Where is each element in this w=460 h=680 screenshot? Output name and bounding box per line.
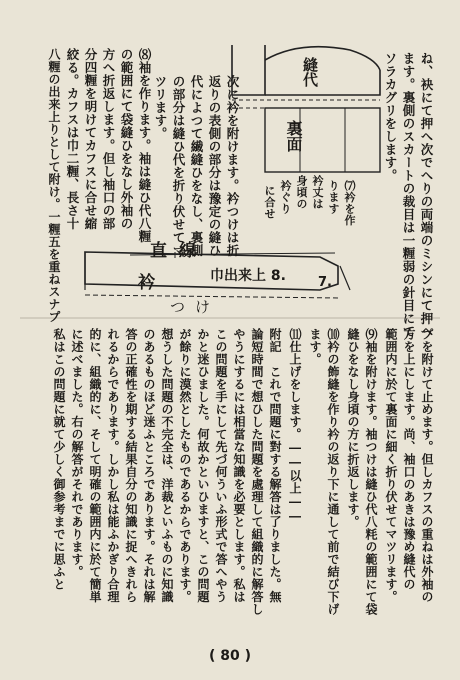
text-column: ね、袂にて押へ次でへりの両端のミシンにて押へ: [419, 52, 434, 338]
text-column: 縫ひをなし身頃の方に折返します。: [346, 328, 360, 528]
figure-label-seven: 7.: [318, 275, 332, 290]
text-column: 方へ折返します。但し袖口の部: [101, 48, 116, 230]
text-column: ⑼袖を附けます。袖つけは縫ひ代八粍の範囲にて袋: [364, 328, 378, 616]
figure-label-attach: つけ: [170, 298, 221, 316]
text-column: プを附けて止めます。但しカフスの重ねは外袖の: [420, 328, 434, 603]
text-column: 的に、組織的に、そして明確の範囲内に於て簡単: [88, 328, 102, 603]
text-column: の範囲にて袋縫ひをなし外袖の: [119, 48, 134, 230]
text-column: 想うした問題の不完全は、洋裁といふものに知識: [160, 328, 174, 603]
figure-label-collar: 衿: [138, 273, 155, 293]
text-column: 方を上にします。尚、袖口のあきは豫め縫代の: [402, 328, 416, 591]
text-column: ⑻袖を作ります。袖は縫ひ代八糎: [137, 48, 152, 243]
text-column: 論短時間で想ひした問題を處理して組織的に解答し: [250, 328, 264, 616]
text-column: に述べました。右の解答がそれであります。: [70, 328, 84, 578]
text-column: 八糎の出来上りとして附け。一糎五を重ねスナプ: [47, 48, 61, 323]
text-column: が餘りに漠然としたものであるからであります。: [178, 328, 192, 603]
text-column: 範囲内に於て裏面に細く折り伏せてマツリます。: [384, 328, 398, 603]
figure-caption-column: に合せ: [263, 185, 276, 220]
text-column: この問題を手にして先づ何ういふ形式で答へやう: [214, 328, 228, 603]
figure-caption-column: ⑺衿を作: [343, 180, 356, 226]
text-column: ます。裏側のスカートの裁目は一糎弱の針目にて: [401, 52, 416, 338]
text-column: ⑽衿の飾縫を作り衿の返り下に通して前で結び下げ: [326, 328, 340, 616]
text-column: 代によつて繊縫ひをなし、裏側: [189, 75, 204, 257]
text-column: ツリます。: [153, 75, 168, 140]
figure-label-back: 裏面: [284, 120, 303, 152]
figure-caption-column: 衿ぐり: [279, 180, 292, 215]
text-column: 附記 これで問題に對する解答は了りました。無: [268, 328, 282, 603]
figure-caption-column: 身頃の: [295, 175, 308, 210]
figure-caption-column: ります: [327, 180, 340, 215]
figure-label-measurement: 巾出来上 8.: [210, 268, 286, 284]
text-column: やうにするには相當な知識を必要とします。私は: [232, 328, 246, 603]
text-column: ソラカグリをします。: [383, 52, 398, 182]
text-column: れるからであります。しかし私は能ふかぎり合理: [106, 328, 120, 603]
text-column: 返りの表側の部分は豫定の縫ひ: [207, 75, 222, 257]
text-column: 分四糎を明けてカフスに合せ縮: [83, 48, 98, 230]
text-column: のあるものほど迷ふところであります。それは解: [142, 328, 156, 603]
figure-caption-column: 衿丈は: [311, 175, 324, 210]
figure-label-straight-line: 直線: [150, 241, 208, 261]
text-column: ⑾仕上げをします。――以上――: [288, 328, 302, 524]
text-column: かと迷ひました。何故かといひますと、この問題: [196, 328, 210, 603]
text-column: ます。: [308, 328, 322, 366]
text-column: の部分は縫ひ代を折り伏せてマ: [171, 75, 186, 257]
page-number: ( 80 ): [208, 648, 252, 664]
text-column: 私はこの問題に就て少しく御参考までに思ふと: [52, 328, 66, 591]
figure-label-seam-allowance: 縫代: [301, 57, 319, 87]
text-column: 次に衿を附けます。衿つけは折: [225, 75, 240, 257]
text-column: 絞る。カフスは巾二糎、長さ十: [65, 48, 80, 230]
text-column: 答の正確性を期する結果自分の知識に捉へきれら: [124, 328, 138, 603]
